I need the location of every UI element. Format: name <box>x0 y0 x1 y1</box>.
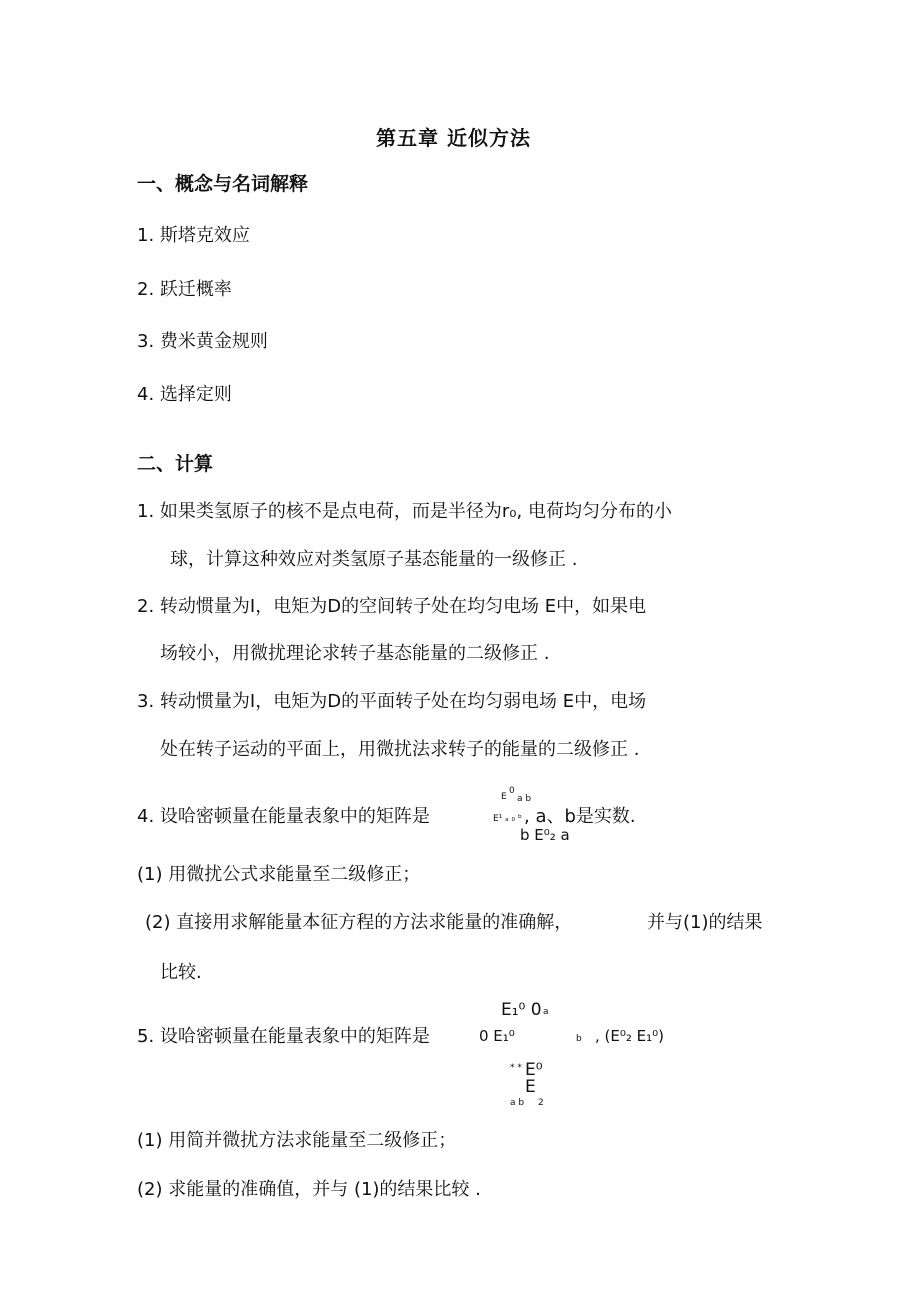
q4-matrix-top-E: E <box>501 792 507 802</box>
question-5-part-2: (2) 求能量的准确值，并与 (1)的结果比较 . <box>137 1179 481 1200</box>
section-heading-concepts: 一、概念与名词解释 <box>137 173 309 195</box>
question-5-text: 5. 设哈密顿量在能量表象中的矩阵是 <box>137 1026 430 1047</box>
question-4-part-2-c: 比较. <box>160 962 202 983</box>
question-4-part-2-b: 并与(1)的结果 <box>647 912 763 933</box>
q5-condition: , (E⁰₂ E₁⁰) <box>595 1027 665 1045</box>
question-3-line-1: 3. 转动惯量为I，电矩为D的平面转子处在均匀弱电场 E中，电场 <box>137 691 647 712</box>
q4-matrix-top-ab: a b <box>517 794 532 804</box>
q5-matrix-star: * * <box>510 1063 522 1073</box>
q4-matrix-top-sup: 0 <box>509 786 515 796</box>
q4-matrix-middle: E¹ ₐ ₀ ᵇ <box>493 814 522 824</box>
concept-item-3: 3. 费米黄金规则 <box>137 331 268 352</box>
q5-matrix-ab: a b <box>510 1098 525 1108</box>
question-5-part-1: (1) 用简并微扰方法求能量至二级修正； <box>137 1130 457 1151</box>
q5-matrix-E-mid: E <box>525 1077 536 1097</box>
q4-matrix-bottom: b E⁰₂ a <box>520 826 570 844</box>
q5-matrix-row-2: 0 E₁⁰ <box>479 1027 515 1045</box>
question-4-text: 4. 设哈密顿量在能量表象中的矩阵是 <box>137 806 430 827</box>
question-4-part-2-a: (2) 直接用求解能量本征方程的方法求能量的准确解， <box>145 912 573 933</box>
section-heading-calculation: 二、计算 <box>137 453 214 475</box>
question-4-part-1: (1) 用微扰公式求能量至二级修正； <box>137 864 421 885</box>
question-2-line-1: 2. 转动惯量为I，电矩为D的空间转子处在均匀电场 E中，如果电 <box>137 596 647 617</box>
page-title: 第五章 近似方法 <box>376 126 531 150</box>
q4-matrix-after: , a、b是实数. <box>524 806 636 827</box>
q5-matrix-sub-2: 2 <box>538 1098 544 1108</box>
question-1-line-2: 球，计算这种效应对类氢原子基态能量的一级修正 . <box>170 549 578 570</box>
question-2-line-2: 场较小，用微扰理论求转子基态能量的二级修正 . <box>160 643 550 664</box>
question-3-line-2: 处在转子运动的平面上，用微扰法求转子的能量的二级修正 . <box>160 739 640 760</box>
q5-matrix-E-top: E⁰ <box>525 1060 543 1080</box>
q5-matrix-row-1: E₁⁰ 0 <box>501 1000 542 1020</box>
concept-item-2: 2. 跃迁概率 <box>137 279 232 300</box>
q5-matrix-row-2-b: b <box>576 1034 582 1044</box>
q5-matrix-row-1-a: a <box>543 1007 549 1017</box>
concept-item-1: 1. 斯塔克效应 <box>137 225 250 246</box>
concept-item-4: 4. 选择定则 <box>137 384 232 405</box>
question-1-line-1: 1. 如果类氢原子的核不是点电荷，而是半径为r₀, 电荷均匀分布的小 <box>137 501 672 522</box>
